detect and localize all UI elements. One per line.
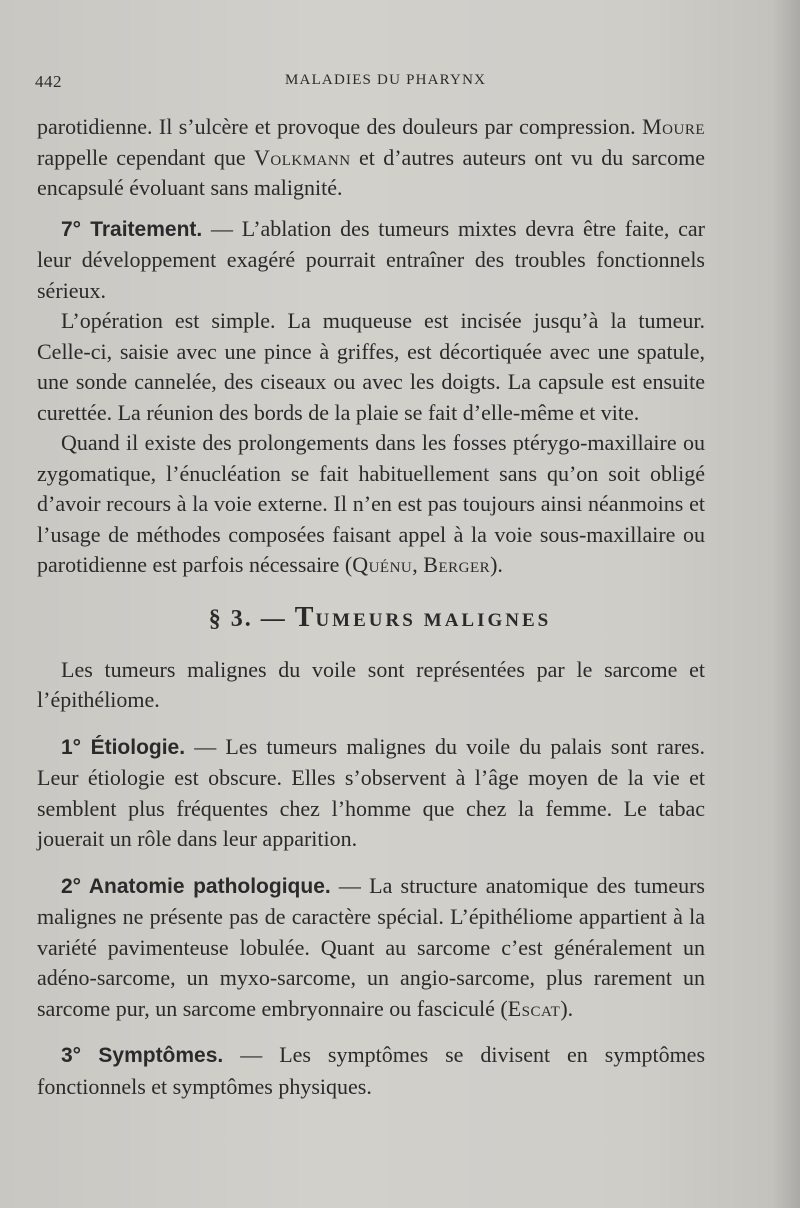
author-name: Quénu	[352, 552, 413, 577]
subsection-heading: 3° Symptômes.	[61, 1044, 224, 1067]
page-edge-shadow	[772, 0, 800, 1208]
paragraph-prolongements: Quand il existe des prolongements dans les fosses ptérygo-maxillaire ou zygomatique, l’énucléation se fait habituellement sans qu’on soit obligé d’avoir recours à la voie externe. Il n’en est pas toujours ainsi néanmoins et l’usage de méthodes composées faisant appel à la voie sous-maxillaire ou parotidienne est parfois nécessaire (Quénu, Berger).	[37, 430, 705, 577]
body-text	[37, 112, 705, 1102]
author-name: Escat	[507, 995, 561, 1021]
author-name: Moure	[642, 114, 705, 139]
paragraph-anatomie: 2° Anatomie pathologique. — La structure anatomique des tumeurs malignes ne présente pas de caractère spécial. L’épithéliome appartient à la variété pavimenteuse lobulée. Quant au sarcome c’est généralement un adéno-sarcome, un myxo-sarcome, un angio-sarcome, plus rarement un sarcome pur, un sarcome embryonnaire ou fasciculé (Escat).	[37, 872, 705, 1021]
author-name: Volkmann	[253, 144, 351, 170]
subsection-heading: 7° Traitement.	[61, 217, 203, 241]
paragraph-etiologie: 1° Étiologie. — Les tumeurs malignes du voile du palais sont rares. Leur étiologie est obscure. Elles s’observent à l’âge moyen de la vie et semblent plus fréquentes chez l’homme que chez la femme. Le tabac jouerait un rôle dans leur apparition.	[37, 733, 705, 851]
paragraph-symptomes: 3° Symptômes. — Les symptômes se divisent en symptômes fonctionnels et symptômes physiques.	[37, 1042, 706, 1099]
paragraph-continuation: parotidienne. Il s’ulcère et provoque des douleurs par compression. Moure rappelle cependant que Volkmann et d’autres auteurs ont vu du sarcome encapsulé évoluant sans malignité.	[37, 114, 706, 200]
paragraph-traitement: 7° Traitement. — L’ablation des tumeurs mixtes devra être faite, car leur développement exagéré pourrait entraîner des troubles fonctionnels sérieux.	[37, 215, 705, 303]
paragraph-intro: Les tumeurs malignes du voile sont représentées par le sarcome et l’épithéliome.	[37, 656, 705, 712]
subsection-heading: 2° Anatomie pathologique.	[61, 874, 331, 898]
page-header	[35, 72, 675, 98]
paragraph-operation: L’opération est simple. La muqueuse est incisée jusqu’à la tumeur. Celle-ci, saisie avec une pince à griffes, est décortiquée avec une spatule, une sonde cannelée, des ciseaux ou avec les doigts. La capsule est ensuite curettée. La réunion des bords de la plaie se fait d’elle-même et vite.	[37, 308, 705, 425]
page-number: 442	[35, 72, 62, 91]
section-title: § 3. — TUMEURS MALIGNES	[208, 601, 552, 633]
running-title: MALADIES DU PHARYNX	[285, 72, 487, 88]
subsection-heading: 1° Étiologie.	[61, 735, 186, 759]
author-name: Berger	[423, 552, 491, 577]
